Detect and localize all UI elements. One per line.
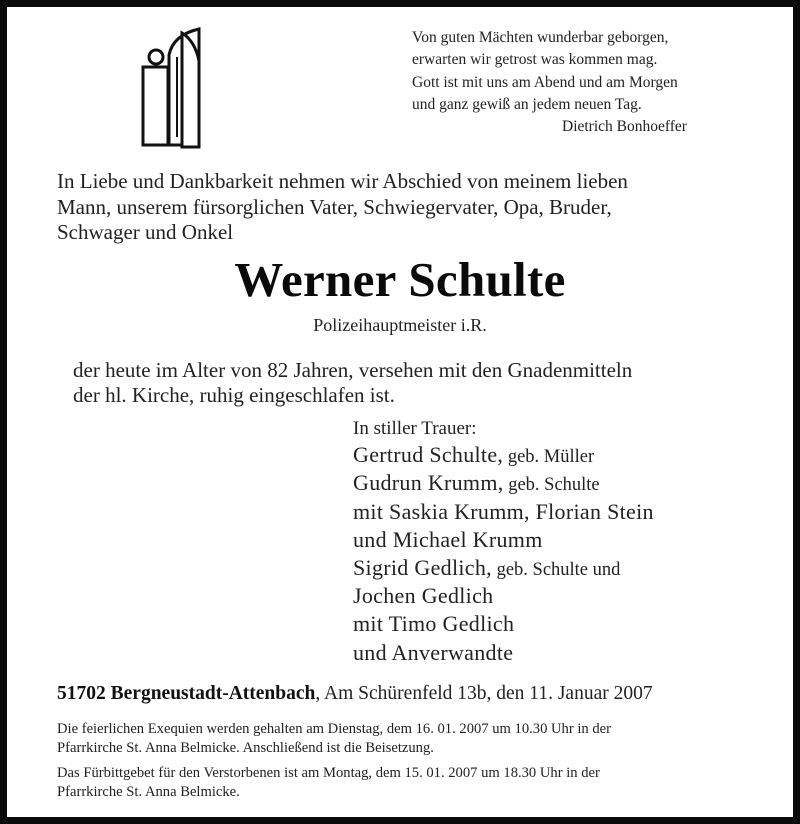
- passing-line: der hl. Kirche, ruhig eingeschlafen ist.: [73, 383, 395, 407]
- address-line: [57, 683, 653, 705]
- address-city: 51702 Bergneustadt-Attenbach: [57, 683, 316, 704]
- mourner-line: [353, 470, 654, 498]
- mourner-note: geb. Müller: [503, 447, 595, 468]
- open-gate-icon: [69, 17, 249, 157]
- poem-line: Gott ist mit uns am Abend und am Morgen: [412, 73, 678, 91]
- mourner-name: Gudrun Krumm,: [353, 470, 504, 496]
- notice-line: Das Fürbittgebet für den Verstorbenen ist am Montag, dem 15. 01. 2007 um 18.30 Uhr in der: [57, 765, 600, 781]
- intro-line: In Liebe und Dankbarkeit nehmen wir Abschied von meinem lieben: [57, 169, 628, 193]
- poem-line: Von guten Mächten wunderbar geborgen,: [412, 29, 669, 46]
- mourners-list: [353, 416, 654, 668]
- deceased-name: Werner Schulte: [234, 252, 566, 307]
- intro-line: Schwager und Onkel: [57, 220, 234, 244]
- poem-quote: [412, 27, 687, 138]
- notice-line: Pfarrkirche St. Anna Belmicke.: [57, 784, 240, 800]
- mourner-name: und Michael Krumm: [353, 526, 543, 552]
- intro-text: [57, 169, 757, 246]
- service-notices: [57, 720, 611, 808]
- passing-text: [73, 358, 632, 408]
- poem-author: Dietrich Bonhoeffer: [562, 118, 687, 136]
- mourners-heading: In stiller Trauer:: [353, 418, 477, 439]
- mourner-line: [353, 499, 654, 527]
- notice-paragraph: [57, 764, 611, 802]
- poem-line: und ganz gewiß an jedem neuen Tag.: [412, 95, 642, 113]
- deceased-title: Polizeihauptmeister i.R.: [313, 315, 487, 335]
- mourner-note: geb. Schulte und: [491, 560, 621, 581]
- mourner-note: geb. Schulte: [503, 475, 600, 496]
- mourner-line: [353, 555, 654, 583]
- mourner-name: Jochen Gedlich: [353, 583, 494, 609]
- notice-line: Pfarrkirche St. Anna Belmicke. Anschließend ist die Beisetzung.: [57, 740, 434, 756]
- poem-line: erwarten wir getrost was kommen mag.: [412, 51, 658, 69]
- notice-paragraph: [57, 720, 611, 758]
- passing-line: der heute im Alter von 82 Jahren, versehen mit den Gnadenmitteln: [73, 358, 633, 382]
- mourner-name: Gertrud Schulte,: [353, 442, 504, 468]
- mourner-line: [353, 527, 654, 555]
- mourner-name: Sigrid Gedlich,: [353, 555, 492, 581]
- mourner-line: [353, 611, 654, 639]
- address-rest: , Am Schürenfeld 13b, den 11. Januar 2007: [315, 683, 653, 704]
- mourner-name: und Anverwandte: [353, 639, 514, 665]
- intro-line: Mann, unserem fürsorglichen Vater, Schwiegervater, Opa, Bruder,: [57, 194, 612, 219]
- mourner-line: [353, 583, 654, 611]
- notice-line: Die feierlichen Exequien werden gehalten am Dienstag, dem 16. 01. 2007 um 10.30 Uhr in der: [57, 721, 611, 737]
- mourner-name: mit Timo Gedlich: [353, 611, 515, 637]
- mourner-line: [353, 640, 654, 668]
- mourner-line: [353, 442, 654, 470]
- mourner-name: mit Saskia Krumm, Florian Stein: [353, 498, 654, 524]
